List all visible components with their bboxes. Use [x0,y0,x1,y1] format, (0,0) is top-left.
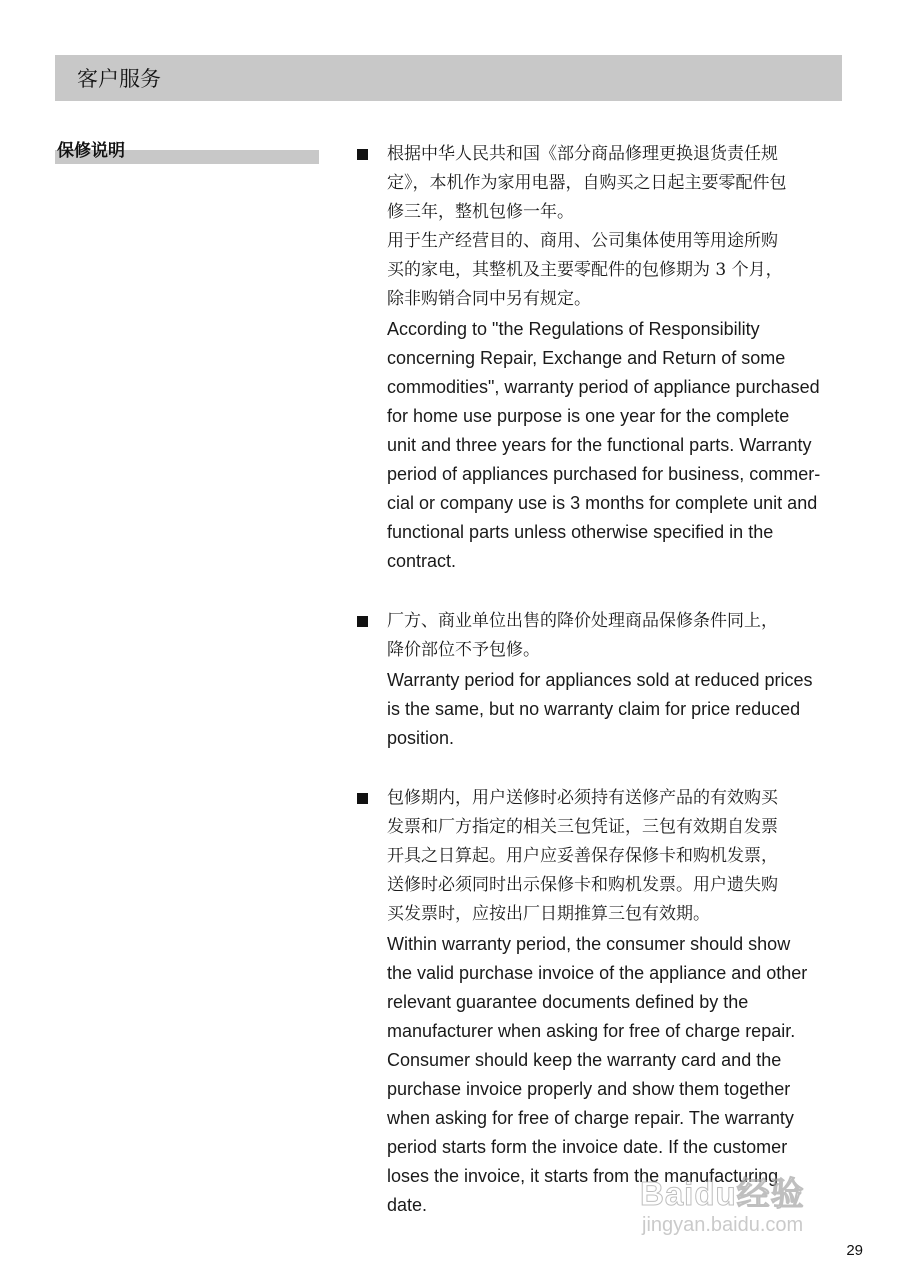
square-bullet-icon [357,793,368,804]
section-header-bar [55,55,842,101]
page-title: 客户服务 [77,67,161,91]
watermark-brand: Baidu经验 [640,1175,805,1212]
section-label-text: 保修说明 [57,141,125,161]
list-item [355,784,845,1220]
item-text-zh: 根据中华人民共和国《部分商品修理更换退货责任规 定》，本机作为家用电器，自购买之日起主要零配件包 修三年，整机包修一年。 用于生产经营目的、商用、公司集体使用等用途所购 买的家电，其整机及主要零配件的包修期为 3 个月， 除非购销合同中另有规定。 [387,144,787,309]
square-bullet-icon [357,616,368,627]
item-text-en: Within warranty period, the consumer should show the valid purchase invoice of the appliance and other relevant guarantee documents defined by the manufacturer when asking for free of charge repair. Consumer should keep the warranty card and the purchase invoice properly and show them together when asking for free of charge repair. The warranty period starts form the invoice date. If the customer loses the invoice, it starts from the manufacturing date. [387,934,808,1215]
item-text-en: According to "the Regulations of Responsibility concerning Repair, Exchange and Return of some commodities", warranty period of appliance purchased for home use purpose is one year for the complete unit and three years for the functional parts. Warranty period of appliances purchased for business, commer- cial or company use is 3 months for complete unit and functional parts unless otherwise specified in the contract. [387,319,821,571]
list-item [355,140,845,576]
watermark-url: jingyan.baidu.com [642,1214,804,1236]
list-item [355,607,845,753]
item-text-en: Warranty period for appliances sold at reduced prices is the same, but no warranty claim for price reduced position. [387,670,813,748]
item-text-zh: 厂方、商业单位出售的降价处理商品保修条件同上， 降价部位不予包修。 [387,611,778,660]
warranty-content [355,140,845,1220]
item-text-zh: 包修期内，用户送修时必须持有送修产品的有效购买 发票和厂方指定的相关三包凭证，三包有效期自发票 开具之日算起。用户应妥善保存保修卡和购机发票， 送修时必须同时出示保修卡和购机发票。用户遗失购 买发票时，应按出厂日期推算三包有效期。 [387,788,778,924]
page-number: 29 [846,1242,863,1259]
section-label [55,140,319,166]
watermark [640,1168,850,1246]
square-bullet-icon [357,149,368,160]
